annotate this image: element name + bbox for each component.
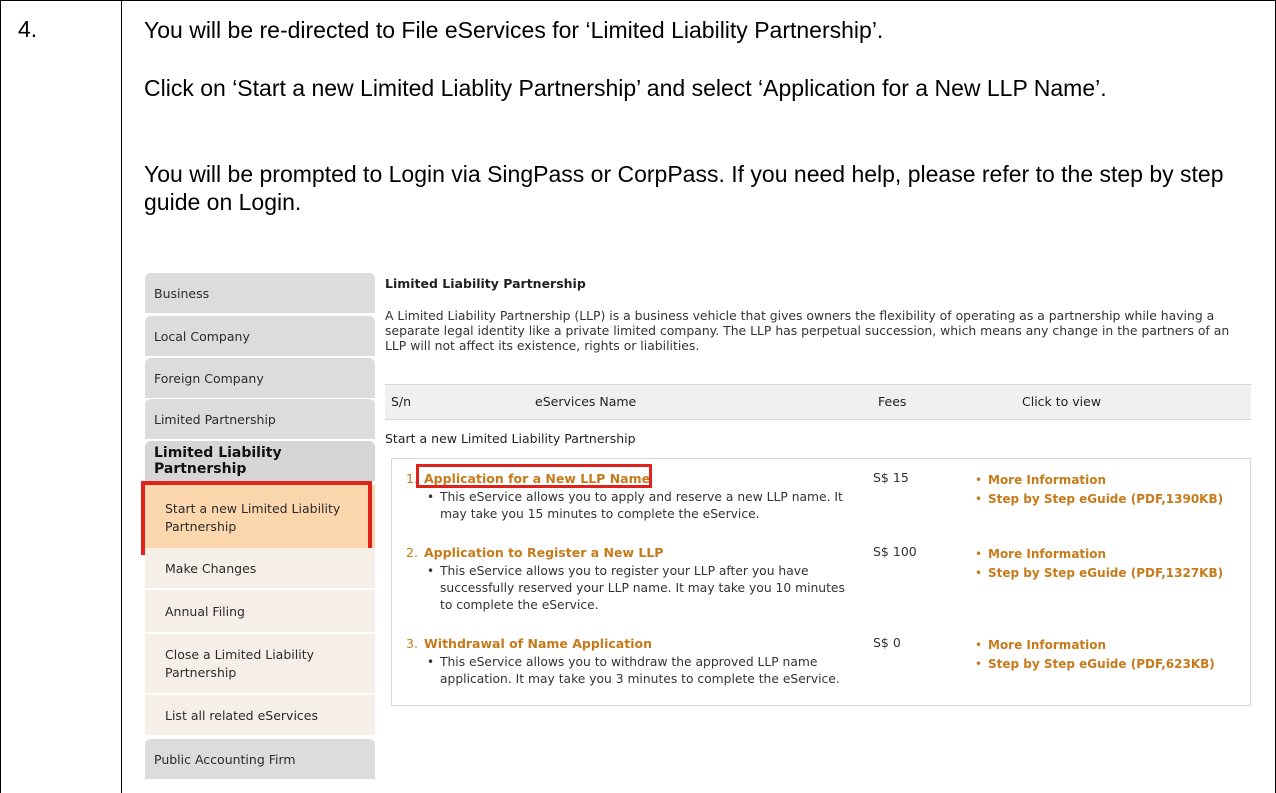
bullet-icon: • (427, 490, 435, 504)
bullet-icon: • (975, 473, 983, 487)
eguide-link[interactable]: Step by Step eGuide (PDF,1390KB) (988, 492, 1224, 506)
nav-item-local-company[interactable]: Local Company (145, 316, 375, 356)
eguide-link[interactable]: Step by Step eGuide (PDF,1327KB) (988, 566, 1224, 580)
nav-item-public-accounting-firm[interactable]: Public Accounting Firm (145, 739, 375, 779)
step-number: 4. (18, 16, 38, 42)
nav-sub-make-changes[interactable]: Make Changes (145, 548, 375, 589)
nav-item-foreign-company[interactable]: Foreign Company (145, 358, 375, 398)
service-number: 1. (406, 471, 418, 486)
section-label: Start a new Limited Liability Partnership (385, 431, 636, 446)
table-border-left (0, 0, 1, 793)
nav-sub-list-eservices[interactable]: List all related eServices (145, 695, 375, 736)
nav-sub-label: Start a new Limited Liability Partnership (165, 500, 341, 534)
service-title-link[interactable]: Withdrawal of Name Application (424, 636, 652, 651)
more-information-link[interactable]: More Information (988, 473, 1107, 487)
service-title-link[interactable]: Application to Register a New LLP (424, 545, 664, 560)
bullet-icon: • (427, 564, 435, 578)
bullet-icon: • (975, 566, 983, 580)
service-fee: S$ 15 (873, 470, 909, 485)
service-number: 3. (406, 636, 418, 651)
service-description: This eService allows you to register your LLP after you have successfully reserved your LLP name. It may take you 10 minutes to complete the eService. (440, 564, 845, 612)
nav-sub-label: Close a Limited Liability Partnership (165, 646, 314, 680)
service-description: This eService allows you to withdraw the approved LLP name application. It may take you 3 minutes to complete the eService. (440, 655, 840, 686)
embedded-screenshot (139, 268, 1257, 788)
panel-description: A Limited Liability Partnership (LLP) is a business vehicle that gives owners the flexibility of operating as a partnership while having a separate legal identity like a private limited company. The LLP has perpetual succession, which means any change in the partners of an LLP will not affect its existence, rights or liabilities. (385, 308, 1230, 353)
table-border-top (0, 0, 1276, 1)
nav-item-limited-partnership[interactable]: Limited Partnership (145, 399, 375, 439)
column-fees: Fees (878, 394, 907, 409)
table-column-divider (121, 0, 122, 793)
bullet-icon: • (427, 655, 435, 669)
column-click-to-view: Click to view (1022, 394, 1102, 409)
more-information-link[interactable]: More Information (988, 638, 1107, 652)
bullet-icon: • (975, 547, 983, 561)
highlight-box-service (416, 464, 652, 488)
column-sn: S/n (391, 394, 412, 409)
nav-sub-close-llp[interactable] (145, 634, 375, 694)
panel-title: Limited Liability Partnership (385, 276, 586, 291)
bullet-icon: • (975, 657, 983, 671)
instruction-click: Click on ‘Start a new Limited Liablity Partnership’ and select ‘Application for a New LLP Name’. (144, 75, 1107, 101)
service-title-link[interactable]: Application for a New LLP Name (424, 471, 651, 486)
more-information-link[interactable]: More Information (988, 547, 1107, 561)
highlight-box-nav (141, 481, 372, 555)
service-fee: S$ 100 (873, 544, 917, 559)
nav-sub-annual-filing[interactable]: Annual Filing (145, 590, 375, 633)
nav-item-business[interactable]: Business (145, 273, 375, 313)
service-description: This eService allows you to apply and reserve a new LLP name. It may take you 15 minutes to complete the eService. (440, 490, 843, 521)
bullet-icon: • (975, 638, 983, 652)
instruction-redirect: You will be re-directed to File eServices for ‘Limited Liability Partnership’. (144, 17, 884, 43)
instruction-login: You will be prompted to Login via SingPass or CorpPass. If you need help, please refer to the step by step guide on Login. (144, 161, 1224, 215)
nav-item-limited-liability-partnership[interactable]: Limited Liability Partnership (145, 441, 375, 481)
bullet-icon: • (975, 492, 983, 506)
service-number: 2. (406, 545, 418, 560)
services-table-header (385, 384, 1251, 420)
eguide-link[interactable]: Step by Step eGuide (PDF,623KB) (988, 657, 1215, 671)
service-fee: S$ 0 (873, 635, 901, 650)
column-eservices-name: eServices Name (535, 394, 637, 409)
